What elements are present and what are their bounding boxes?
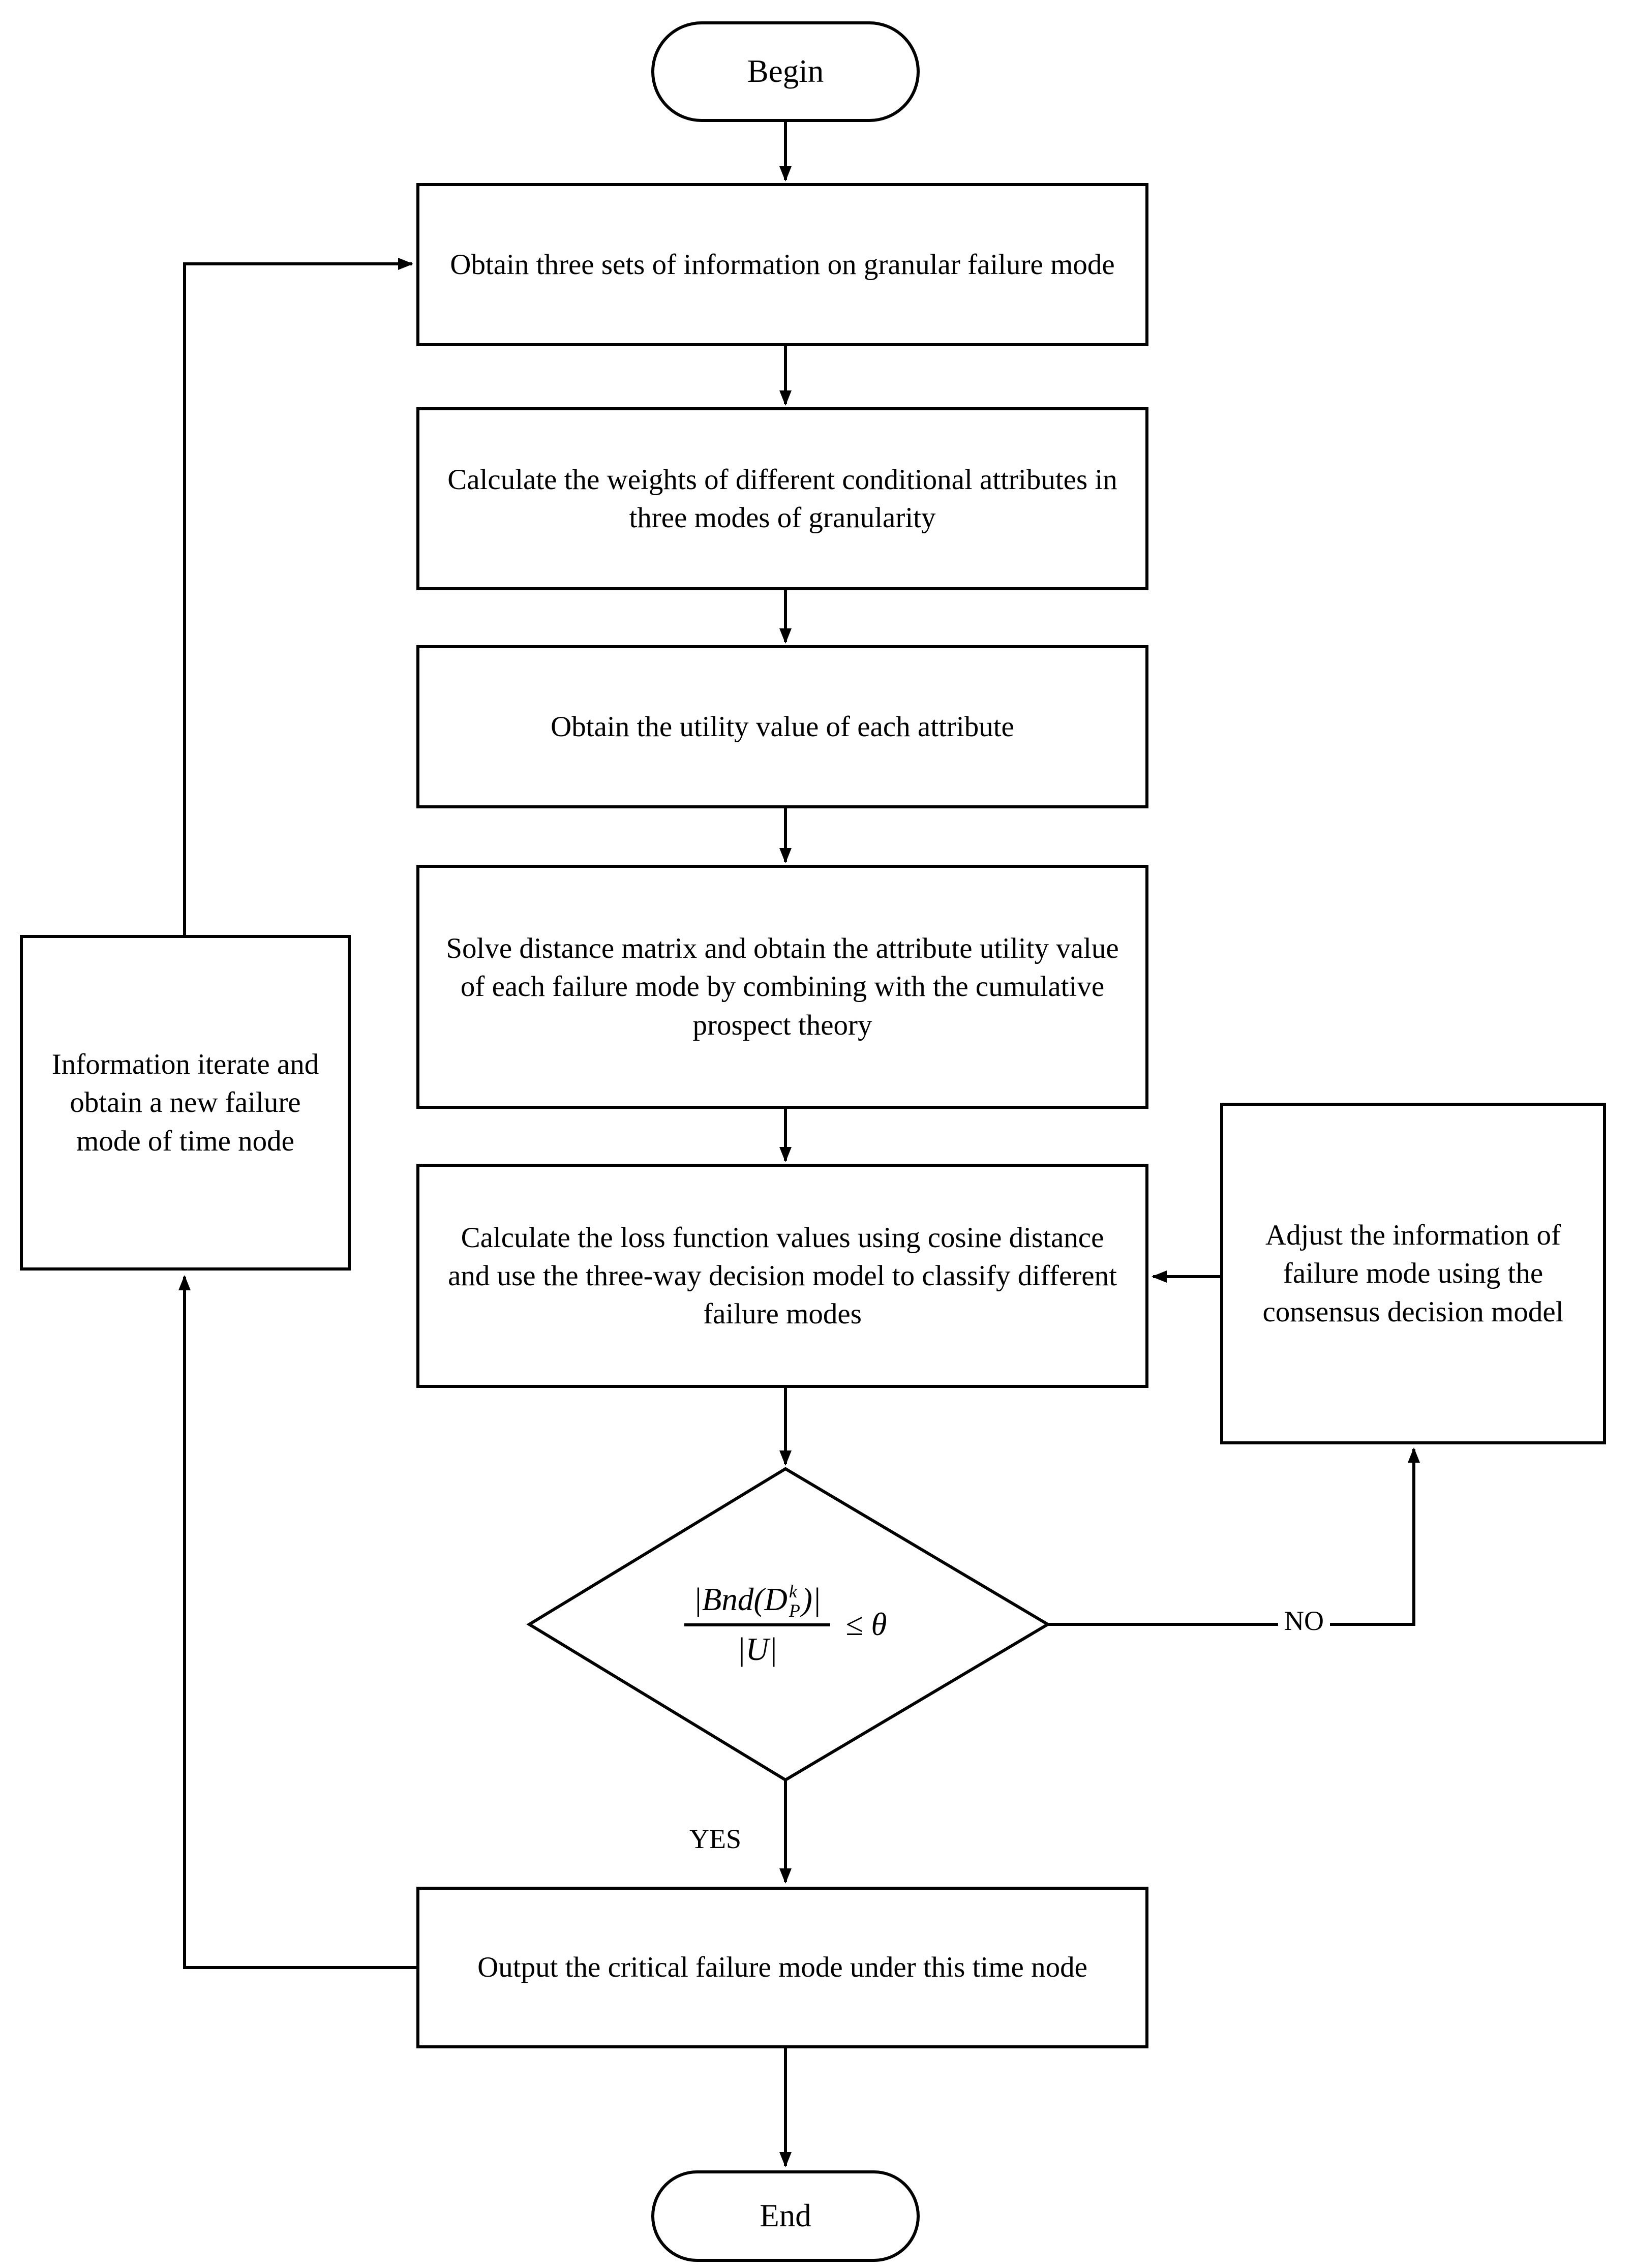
step-distance-matrix-label: Solve distance matrix and obtain the attribute utility value of each failure mode by combining with the cumulative prospect theory — [446, 932, 1119, 1041]
step-calc-weights-label: Calculate the weights of different conditional attributes in three modes of granularity — [447, 463, 1117, 534]
side-iterate-info — [20, 935, 351, 1271]
formula-num-pre: |Bnd(D — [693, 1582, 788, 1617]
step-distance-matrix — [416, 865, 1148, 1109]
step-loss-function-label: Calculate the loss function values using cosine distance and use the three-way decision model to classify different failure modes — [448, 1221, 1117, 1330]
begin-terminator — [651, 21, 920, 122]
arrow-decision-no-to-adjust — [1048, 1449, 1414, 1624]
formula-fraction — [684, 1581, 831, 1669]
step-obtain-info — [416, 183, 1148, 346]
decision-formula — [557, 1525, 1014, 1723]
formula-superscript: k — [789, 1581, 797, 1601]
side-adjust-info-label: Adjust the information of failure mode using the consensus decision model — [1262, 1219, 1564, 1328]
side-adjust-info — [1220, 1103, 1606, 1444]
arrow-iterate-to-obtain — [185, 264, 412, 935]
yes-branch-label: YES — [683, 1824, 747, 1854]
formula-supsub — [789, 1582, 800, 1621]
step-output-critical-label: Output the critical failure mode under this time node — [477, 1951, 1087, 1984]
formula-numerator — [684, 1581, 831, 1624]
step-loss-function — [416, 1164, 1148, 1388]
step-output-critical — [416, 1887, 1148, 2048]
step-utility-value — [416, 645, 1148, 808]
step-calc-weights — [416, 407, 1148, 590]
step-utility-value-label: Obtain the utility value of each attribute — [551, 710, 1014, 743]
formula-relation: ≤ θ — [845, 1606, 887, 1642]
arrow-output-to-iterate — [185, 1277, 416, 1968]
formula-denominator: |U| — [684, 1623, 831, 1668]
end-label: End — [760, 2198, 811, 2234]
formula-num-post: )| — [801, 1582, 822, 1617]
no-branch-label: NO — [1278, 1606, 1330, 1636]
formula-subscript: P — [789, 1600, 800, 1621]
side-iterate-info-label: Information iterate and obtain a new failure mode of time node — [51, 1048, 319, 1157]
begin-label: Begin — [747, 53, 824, 89]
end-terminator — [651, 2170, 920, 2262]
step-obtain-info-label: Obtain three sets of information on granular failure mode — [450, 248, 1115, 281]
